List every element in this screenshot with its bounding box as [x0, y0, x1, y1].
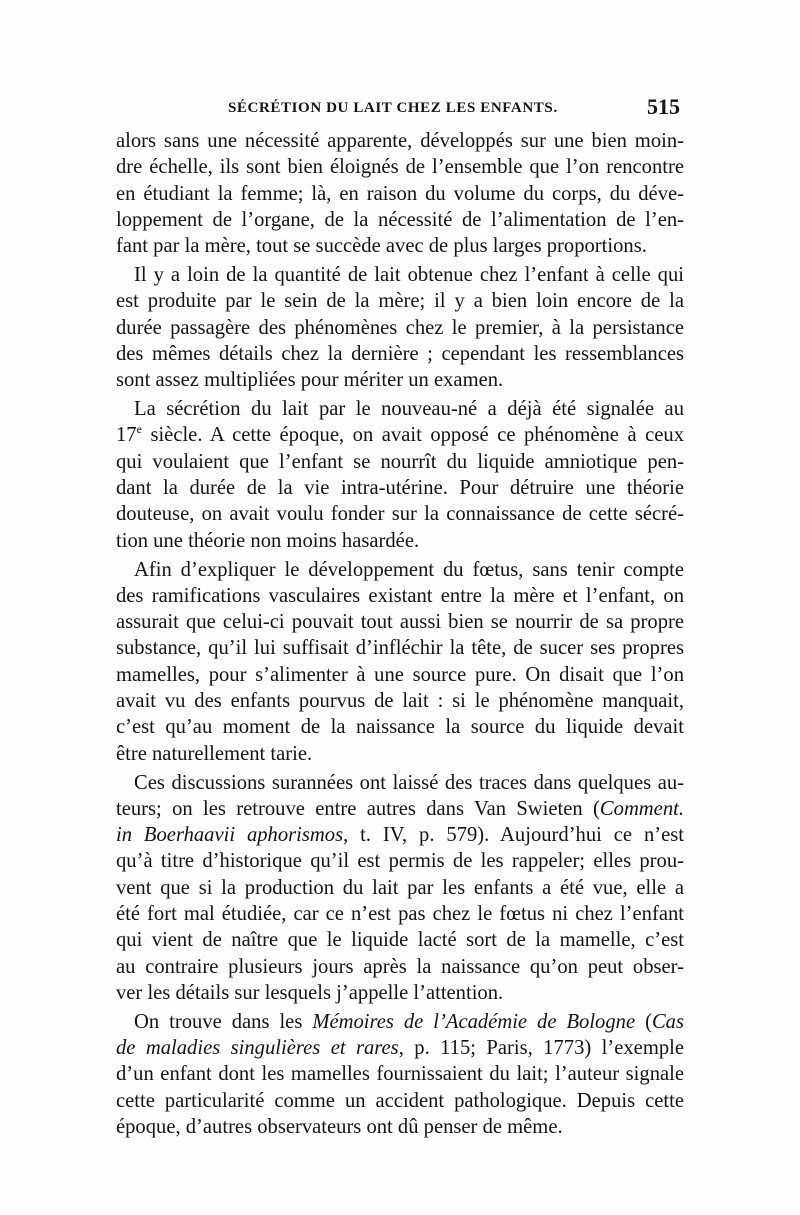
text-line: alors sans une nécessité apparente, développés sur une bien moin- — [116, 130, 684, 152]
text-line — [116, 796, 684, 822]
paragraph — [116, 396, 684, 554]
line-text: On trouve dans les — [134, 1010, 313, 1033]
text-line: dant la durée de la vie intra-utérine. Pour détruire une théorie — [116, 477, 684, 500]
text-line: Ces discussions surannées ont laissé des traces dans quelques au- — [134, 771, 684, 794]
text-line: qu’à titre d’historique qu’il est permis de les rappeler; elles prou- — [116, 850, 684, 873]
text-line: fant par la mère, tout se succède avec de plus larges proportions. — [116, 235, 647, 258]
paragraph — [116, 128, 684, 259]
text-line: substance, qu’il lui suffisait d’infléchir la tête, de sucer ses propres — [116, 637, 684, 660]
text-line: être naturellement tarie. — [116, 742, 313, 765]
text-line — [116, 1035, 684, 1061]
italic-citation: Mémoires de l’Académie de Bologne — [312, 1010, 636, 1033]
line-text: teurs; on les retrouve entre autres dans Van Swieten ( — [116, 797, 600, 820]
text-line: été fort mal étudiée, car ce n’est pas chez le fœtus ni chez l’enfant — [116, 902, 684, 925]
line-text: , t. IV, p. 579). Aujourd’hui ce n’est — [343, 824, 684, 847]
text-line: Il y a loin de la quantité de lait obtenue chez l’enfant à celle qui — [134, 264, 684, 287]
text-line: ver les détails sur lesquels j’appelle l’attention. — [116, 981, 504, 1004]
century-number: 17 — [116, 424, 137, 447]
text-line: cette particularité comme un accident pathologique. Depuis cette — [116, 1089, 684, 1112]
italic-citation: Cas — [651, 1010, 684, 1033]
text-line — [116, 1009, 684, 1035]
text-line — [116, 422, 684, 448]
text-line: durée passagère des phénomènes chez le premier, à la persistance — [116, 316, 684, 339]
italic-citation: in Boerhaavii aphorismos — [116, 824, 344, 847]
text-line: assurait que celui-ci pouvait tout aussi bien se nourrir de sa propre — [116, 611, 684, 634]
text-line: douteuse, on avait voulu fonder sur la connaissance de cette sécré- — [116, 503, 684, 526]
text-line: c’est qu’au moment de la naissance la source du liquide devait — [116, 716, 684, 739]
paragraph — [116, 557, 684, 767]
line-text: siècle. A cette époque, on avait opposé ce phénomène à ceux — [141, 424, 684, 447]
text-line: Afin d’expliquer le développement du fœtus, sans tenir compte — [134, 558, 684, 581]
line-text: , p. 115; Paris, 1773) l’exemple — [398, 1037, 684, 1060]
paragraph — [116, 1009, 684, 1140]
text-line: vent que si la production du lait par les enfants a été vue, elle a — [116, 876, 684, 899]
text-line: en étudiant la femme; là, en raison du volume du corps, du déve- — [116, 182, 684, 205]
text-line — [116, 822, 684, 848]
paragraph — [116, 770, 684, 1007]
text-line: loppement de l’organe, de la nécessité de l’alimentation de l’en- — [116, 208, 684, 231]
superscript: e — [136, 422, 142, 437]
italic-citation: de maladies singulières et rares — [116, 1037, 399, 1060]
running-header — [116, 94, 684, 126]
text-line: d’un enfant dont les mamelles fournissaient du lait; l’auteur signale — [116, 1063, 684, 1086]
text-line: tion une théorie non moins hasardée. — [116, 529, 420, 552]
text-line: qui voulaient que l’enfant se nourrît du liquide amniotique pen- — [116, 450, 684, 473]
text-line: des mêmes détails chez la dernière ; cependant les ressemblances — [116, 342, 684, 365]
text-line: est produite par le sein de la mère; il y a bien loin encore de la — [116, 290, 684, 313]
text-line: La sécrétion du lait par le nouveau-né a déjà été signalée au — [134, 398, 684, 421]
page-number: 515 — [647, 94, 680, 119]
paragraph — [116, 262, 684, 393]
text-line: des ramifications vasculaires existant entre la mère et l’enfant, on — [116, 584, 684, 607]
running-title: SÉCRÉTION DU LAIT CHEZ LES ENFANTS. — [228, 100, 558, 116]
text-line: mamelles, pour s’alimenter à une source pure. On disait que l’on — [116, 663, 684, 686]
text-line: époque, d’autres observateurs ont dû penser de même. — [116, 1115, 563, 1138]
text-line: sont assez multipliées pour mériter un examen. — [116, 369, 504, 392]
line-text: ( — [635, 1010, 652, 1033]
text-line: avait vu des enfants pourvus de lait : si le phénomène manquait, — [116, 690, 684, 713]
text-line: dre échelle, ils sont bien éloignés de l’ensemble que l’on rencontre — [116, 156, 684, 179]
text-line: qui vient de naître que le liquide lacté sort de la mamelle, c’est — [116, 929, 684, 952]
text-line: au contraire plusieurs jours après la naissance qu’on peut obser- — [116, 955, 684, 978]
page-body — [116, 128, 684, 1140]
italic-citation: Comment. — [599, 797, 684, 820]
